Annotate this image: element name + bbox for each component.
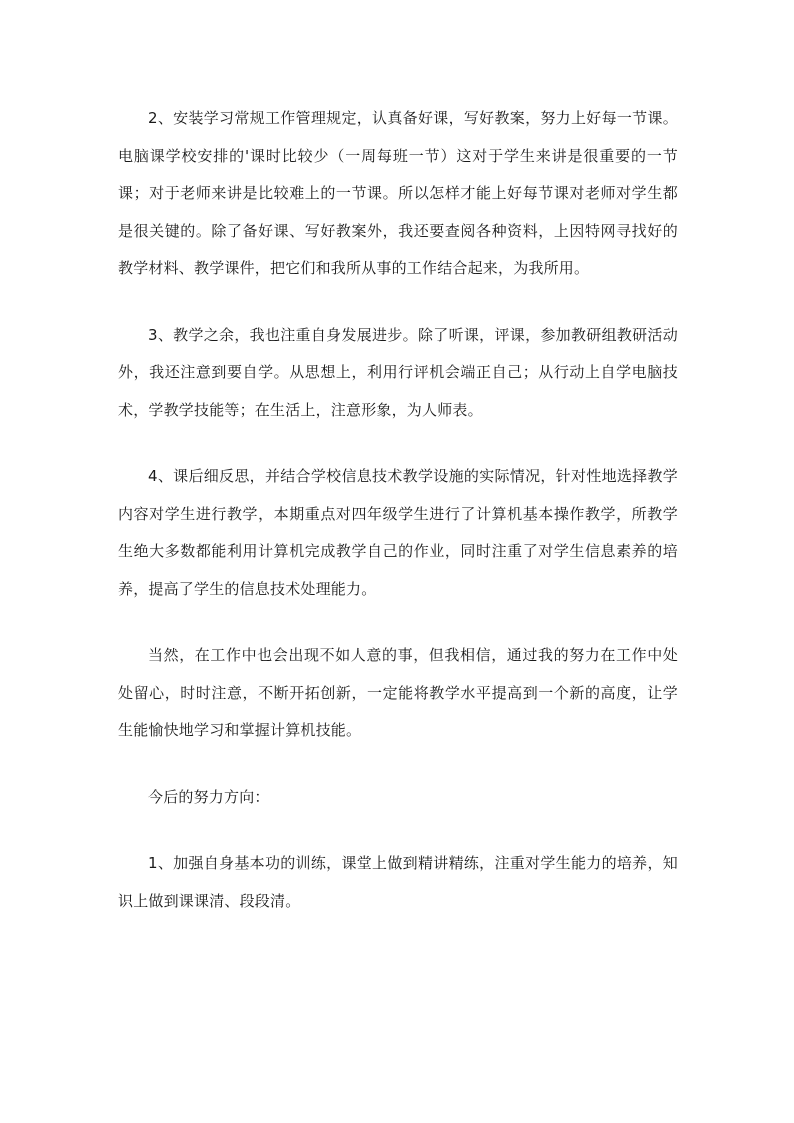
paragraph-gap: [118, 429, 678, 458]
paragraph-gap: [118, 750, 678, 779]
paragraph-gap: [118, 288, 678, 317]
paragraph-future-item-1: 1、加强自身基本功的训练，课堂上做到精讲精练，注重对学生能力的培养，知识上做到课课清、段段清。: [118, 854, 678, 910]
paragraph-conclusion: 当然，在工作中也会出现不如人意的事，但我相信，通过我的努力在工作中处处留心，时时注意，不断开拓创新，一定能将教学水平提高到一个新的高度，让学生能愉快地学习和掌握计算机技能。: [118, 646, 678, 739]
paragraph-future-heading: 今后的努力方向：: [148, 787, 270, 806]
paragraph-reflection: 4、课后细反思，并结合学校信息技术教学设施的实际情况，针对性地选择教学内容对学生进行教学，本期重点对四年级学生进行了计算机基本操作教学，所教学生绝大多数都能利用计算机完成教学自己的作业，同时注重了对学生信息素养的培养，提高了学生的信息技术处理能力。: [118, 467, 678, 598]
paragraph-lesson-preparation: 2、安装学习常规工作管理规定，认真备好课，写好教案，努力上好每一节课。电脑课学校安排的'课时比较少（一周每班一节）这对于学生来讲是很重要的一节课；对于老师来讲是比较难上的一节课。所以怎样才能上好每节课对老师对学生都是很关键的。除了备好课、写好教案外，我还要查阅各种资料，上因特网寻找好的教学材料、教学课件，把它们和我所从事的工作结合起来，为我所用。: [118, 109, 678, 277]
paragraph-gap: [118, 608, 678, 637]
paragraph-gap: [118, 816, 678, 845]
paragraph-self-development: 3、教学之余，我也注重自身发展进步。除了听课，评课，参加教研组教研活动外，我还注意到要自学。从思想上，利用行评机会端正自己；从行动上自学电脑技术，学教学技能等；在生活上，注意形象，为人师表。: [118, 325, 678, 419]
document-body: [118, 100, 678, 920]
